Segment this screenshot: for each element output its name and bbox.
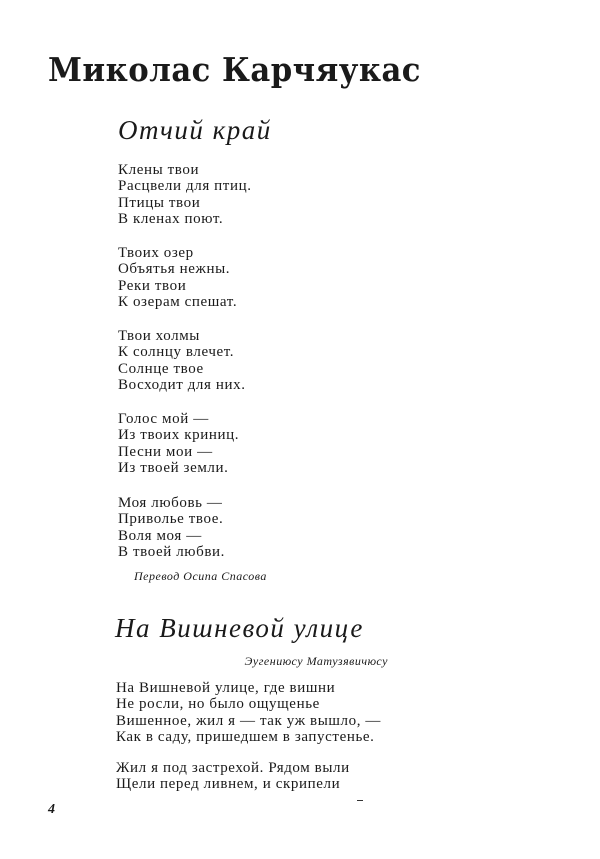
translator-credit: Перевод Осипа Спасова xyxy=(134,569,267,583)
poem-title: Отчий край xyxy=(118,115,272,145)
verse-line: Песни мои — xyxy=(118,443,213,460)
verse-line: Вишенное, жил я — так уж вышло, — xyxy=(116,712,382,729)
verse-line: Моя любовь — xyxy=(118,495,223,511)
print-mark xyxy=(357,800,363,801)
verse-line: Приволье твое. xyxy=(118,511,224,528)
verse-line: Воля моя — xyxy=(118,527,202,544)
stanza xyxy=(118,411,239,476)
verse-line: К солнцу влечет. xyxy=(118,344,235,361)
poem-title: На Вишневой улице xyxy=(115,613,364,643)
verse-line: Твоих озер xyxy=(118,245,194,261)
stanza xyxy=(116,760,350,793)
verse-line: Солнце твое xyxy=(118,360,204,377)
stanza xyxy=(118,245,237,310)
verse-line: Из твоих криниц. xyxy=(118,427,240,444)
stanza xyxy=(116,680,381,745)
verse-line: Клены твои xyxy=(118,162,200,178)
stanza xyxy=(118,162,252,227)
verse-line: Из твоей земли. xyxy=(118,459,229,476)
verse-line: Не росли, но было ощущенье xyxy=(116,696,320,713)
verse-line: Расцвели для птиц. xyxy=(118,178,252,195)
verse-line: Птицы твои xyxy=(118,194,201,211)
verse-line: Как в саду, пришедшем в запустенье. xyxy=(116,728,375,745)
verse-line: Восходит для них. xyxy=(118,376,246,393)
dedication: Эугениюсу Матузявичюсу xyxy=(244,654,388,668)
verse-line: Реки твои xyxy=(118,277,187,294)
author-name: Миколас Карчяукас xyxy=(48,50,421,89)
verse-line: Голос мой — xyxy=(118,411,209,427)
verse-line: В кленах поют. xyxy=(118,210,224,227)
verse-line: Объятья нежны. xyxy=(118,261,231,278)
verse-line: На Вишневой улице, где вишни xyxy=(116,680,336,696)
stanza xyxy=(118,328,246,393)
verse-line: К озерам спешат. xyxy=(118,293,238,310)
verse-line: Твои холмы xyxy=(118,328,200,344)
page-number: 4 xyxy=(48,802,55,817)
verse-line: В твоей любви. xyxy=(118,543,225,560)
verse-line: Жил я под застрехой. Рядом выли xyxy=(116,760,350,776)
stanza xyxy=(118,495,225,560)
verse-line: Щели перед ливнем, и скрипели xyxy=(116,776,341,793)
